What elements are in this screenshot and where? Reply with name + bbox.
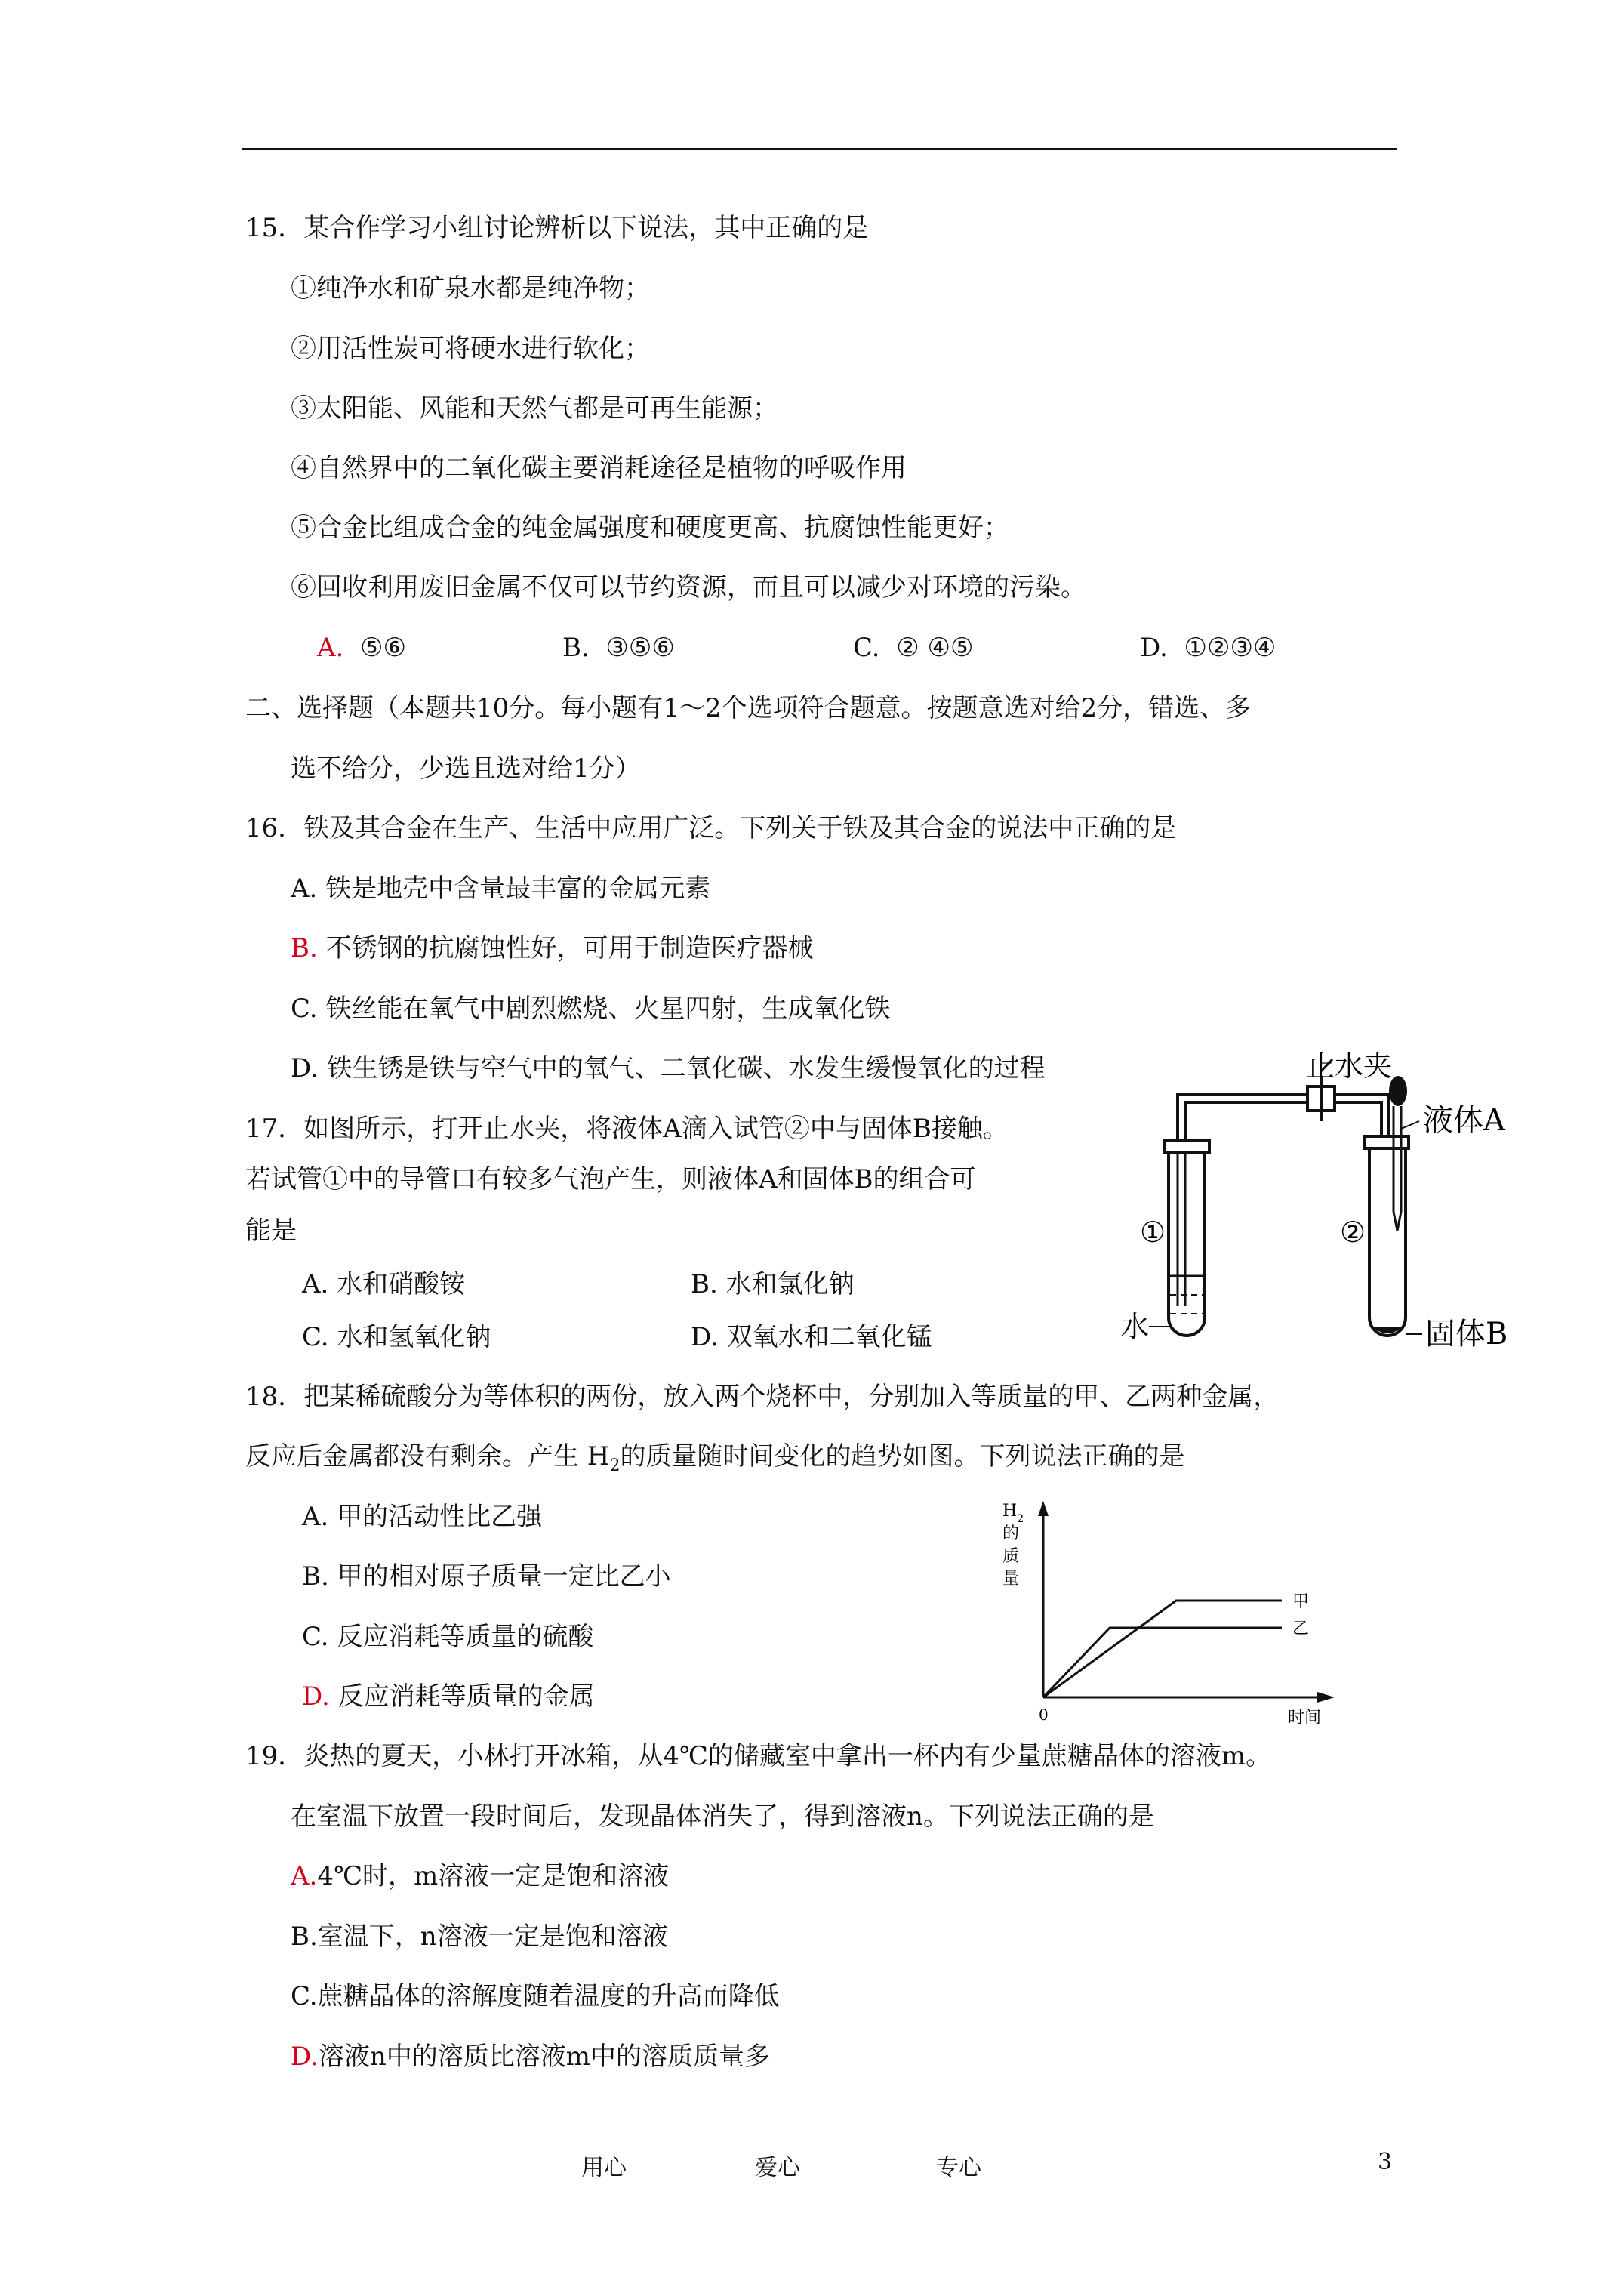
- q17-stem-line1: 17．如图所示，打开止水夹，将液体A滴入试管②中与固体B接触。: [245, 1114, 1009, 1144]
- q19-option-b: [291, 1922, 668, 1952]
- tube1: [1169, 1152, 1205, 1336]
- option-text: 水和氯化钠: [725, 1269, 855, 1299]
- option-text: 不锈钢的抗腐蚀性好，可用于制造医疗器械: [325, 933, 814, 963]
- y-label-h-sub: 2: [1017, 1513, 1024, 1525]
- section2-line2: 选不给分，少选且选对给1分）: [291, 754, 641, 784]
- solid-b-label: 固体B: [1425, 1317, 1508, 1351]
- option-letter: D.: [302, 1681, 330, 1712]
- q17-option-a: [302, 1269, 465, 1299]
- series-jia-label: 甲: [1292, 1592, 1310, 1611]
- option-letter: D.: [1140, 633, 1168, 663]
- tube2-label: ②: [1340, 1216, 1366, 1249]
- option-text: ⑤⑥: [360, 633, 406, 663]
- option-text: ①②③④: [1184, 633, 1277, 663]
- option-letter: D.: [291, 1053, 319, 1083]
- option-letter: C.: [291, 994, 318, 1024]
- option-text: ② ④⑤: [896, 633, 974, 663]
- y-axis-arrow: [1038, 1501, 1049, 1516]
- option-letter: B.: [562, 633, 590, 663]
- page-number: 3: [1378, 2149, 1393, 2175]
- q15-option-a: [317, 633, 406, 663]
- q17-option-c: [302, 1322, 491, 1352]
- q18-option-c: [302, 1622, 593, 1652]
- q15-option-d: [1140, 633, 1276, 663]
- clamp-label: 止水夹: [1306, 1049, 1393, 1083]
- q15-item-6: ⑥回收利用废旧金属不仅可以节约资源，而且可以减少对环境的污染。: [291, 572, 1086, 603]
- footer-word-2: 爱心: [755, 2155, 800, 2181]
- q19-option-d: [291, 2042, 770, 2072]
- option-letter: B.: [291, 933, 318, 963]
- q15-item-3: ③太阳能、风能和天然气都是可再生能源；: [291, 393, 778, 424]
- q17-option-d: [691, 1322, 932, 1352]
- option-text: 铁是地壳中含量最丰富的金属元素: [325, 874, 711, 904]
- option-text: 蔗糖晶体的溶解度随着温度的升高而降低: [317, 1981, 780, 2011]
- option-letter: D.: [691, 1322, 719, 1352]
- option-text: ③⑤⑥: [605, 633, 675, 663]
- q17-apparatus-figure: [1120, 1049, 1525, 1355]
- y-label-char-2: 质: [1002, 1547, 1020, 1566]
- option-text: 水和硝酸铵: [337, 1269, 466, 1299]
- option-text: 甲的活动性比乙强: [337, 1502, 543, 1532]
- option-letter: B.: [291, 1922, 318, 1952]
- option-letter: A.: [302, 1502, 329, 1532]
- q17-option-b: [691, 1269, 855, 1299]
- option-letter: C.: [302, 1622, 329, 1652]
- q18-option-b: [302, 1561, 671, 1592]
- q18-stem-line2: [245, 1441, 1184, 1481]
- y-label-h-text: H: [1002, 1502, 1018, 1521]
- option-letter: A.: [291, 874, 318, 904]
- series-yi-label: 乙: [1292, 1620, 1310, 1638]
- footer-word-3: 专心: [936, 2155, 981, 2181]
- origin-label: 0: [1039, 1706, 1049, 1724]
- liquid-leader: [1401, 1121, 1419, 1129]
- q15-item-5: ⑤合金比组成合金的纯金属强度和硬度更高、抗腐蚀性能更好；: [291, 513, 1009, 543]
- q15-option-b: [562, 633, 675, 663]
- option-text: 溶液n中的溶质比溶液m中的溶质质量多: [318, 2042, 770, 2072]
- q16-option-a: [291, 874, 710, 904]
- y-label-h: [1002, 1502, 1024, 1525]
- option-letter: C.: [853, 633, 880, 663]
- q16-option-c: [291, 994, 890, 1024]
- option-letter: A.: [291, 1861, 318, 1891]
- q16-option-d: [291, 1053, 1046, 1083]
- option-letter: C.: [291, 1981, 318, 2011]
- option-text: 铁丝能在氧气中剧烈燃烧、火星四射，生成氧化铁: [325, 994, 891, 1024]
- tube1-label: ①: [1140, 1216, 1166, 1249]
- header-rule: [242, 148, 1397, 150]
- series-jia-line: [1043, 1601, 1282, 1697]
- q18-stem-pre: 反应后金属都没有剩余。产生 H: [245, 1441, 610, 1472]
- q18-option-a: [302, 1502, 542, 1532]
- q18-option-d: [302, 1681, 595, 1712]
- q18-h2-mass-graph: [996, 1493, 1336, 1735]
- y-label-char-3: 量: [1002, 1570, 1020, 1589]
- q19-option-c: [291, 1981, 780, 2011]
- q18-stem-line1: 18．把某稀硫酸分为等体积的两份，放入两个烧杯中，分别加入等质量的甲、乙两种金属，: [245, 1382, 1280, 1412]
- option-text: 4℃时，m溶液一定是饱和溶液: [317, 1861, 670, 1891]
- option-text: 甲的相对原子质量一定比乙小: [337, 1561, 671, 1592]
- option-text: 双氧水和二氧化锰: [726, 1322, 932, 1352]
- q19-stem-line1: 19．炎热的夏天，小林打开冰箱，从4℃的储藏室中拿出一杯内有少量蔗糖晶体的溶液m。: [245, 1741, 1272, 1771]
- q15-item-1: ①纯净水和矿泉水都是纯净物；: [291, 273, 650, 304]
- x-axis-arrow: [1317, 1692, 1335, 1703]
- dropper-tip: [1394, 1212, 1401, 1231]
- q18-stem-subscript: 2: [609, 1456, 621, 1475]
- liquid-a-label: 液体A: [1423, 1103, 1505, 1138]
- option-text: 铁生锈是铁与空气中的氧气、二氧化碳、水发生缓慢氧化的过程: [326, 1053, 1046, 1083]
- connecting-tube-right-inner: [1336, 1102, 1381, 1136]
- option-text: 反应消耗等质量的金属: [337, 1681, 595, 1712]
- option-letter: C.: [302, 1322, 329, 1352]
- q15-stem: 15．某合作学习小组讨论辨析以下说法，其中正确的是: [245, 213, 869, 243]
- q18-stem-post: 的质量随时间变化的趋势如图。下列说法正确的是: [620, 1441, 1185, 1472]
- q19-option-a: [291, 1861, 669, 1891]
- q15-item-2: ②用活性炭可将硬水进行软化；: [291, 334, 650, 364]
- option-letter: B.: [691, 1269, 718, 1299]
- q15-option-c: [853, 633, 974, 663]
- option-text: 水和氢氧化钠: [337, 1322, 491, 1352]
- x-axis-label: 时间: [1288, 1709, 1322, 1727]
- water-label: 水: [1120, 1310, 1150, 1343]
- option-letter: A.: [302, 1269, 329, 1299]
- series-yi-line: [1043, 1628, 1282, 1697]
- section2-line1: 二、选择题（本题共10分。每小题有1～2个选项符合题意。按题意选对给2分，错选、多: [245, 693, 1252, 723]
- q19-stem-line2: 在室温下放置一段时间后，发现晶体消失了，得到溶液n。下列说法正确的是: [291, 1801, 1154, 1832]
- q16-stem: 16．铁及其合金在生产、生活中应用广泛。下列关于铁及其合金的说法中正确的是: [245, 813, 1177, 843]
- option-text: 室温下，n溶液一定是饱和溶液: [317, 1922, 668, 1952]
- option-letter: A.: [317, 633, 344, 663]
- q16-option-b: [291, 933, 814, 963]
- q17-stem-line2: 若试管①中的导管口有较多气泡产生，则液体A和固体B的组合可: [245, 1164, 976, 1194]
- option-letter: B.: [302, 1561, 329, 1592]
- option-letter: D.: [291, 2042, 319, 2072]
- connecting-tube-left-inner: [1185, 1102, 1306, 1142]
- q15-item-4: ④自然界中的二氧化碳主要消耗途径是植物的呼吸作用: [291, 453, 907, 483]
- q17-stem-line3: 能是: [245, 1216, 297, 1246]
- y-label-char-1: 的: [1002, 1524, 1020, 1543]
- tube1-stopper: [1164, 1140, 1209, 1152]
- option-text: 反应消耗等质量的硫酸: [337, 1622, 594, 1652]
- footer-word-1: 用心: [581, 2155, 627, 2181]
